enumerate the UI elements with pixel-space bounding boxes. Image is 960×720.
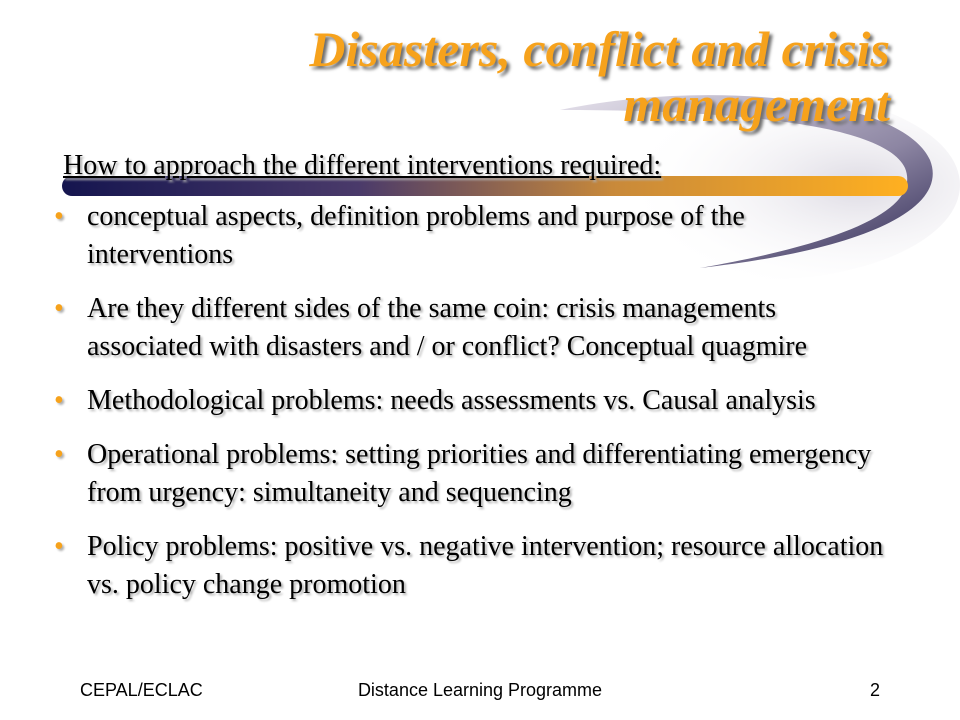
bullet-list: [54, 198, 884, 620]
bullet-icon: •: [54, 201, 64, 232]
bullet-item: [54, 528, 884, 604]
title-line-2: management: [623, 76, 890, 132]
bullet-item: [54, 290, 884, 366]
bullet-text: conceptual aspects, definition problems and purpose of the interventions: [87, 201, 745, 270]
subheading: How to approach the different interventions required:: [63, 150, 662, 181]
bullet-icon: •: [54, 293, 64, 324]
bullet-item: [54, 382, 884, 420]
bullet-text: Operational problems: setting priorities and differentiating emergency from urgency: simultaneity and sequencing: [87, 439, 872, 508]
bullet-text: Are they different sides of the same coin: crisis managements associated with disasters and / or conflict? Conceptual quagmire: [87, 293, 808, 362]
bullet-icon: •: [54, 439, 64, 470]
footer-organization: CEPAL/ECLAC: [80, 680, 203, 700]
footer-programme: Distance Learning Programme: [357, 680, 603, 700]
bullet-item: [54, 198, 884, 274]
title-line-1: Disasters, conflict and crisis: [309, 21, 890, 77]
bullet-item: [54, 436, 884, 512]
bullet-icon: •: [54, 531, 64, 562]
bullet-icon: •: [54, 385, 64, 416]
page-number: 2: [870, 680, 881, 700]
bullet-text: Methodological problems: needs assessments vs. Causal analysis: [87, 385, 816, 416]
bullet-text: Policy problems: positive vs. negative intervention; resource allocation vs. policy change promotion: [87, 531, 884, 600]
slide-title: [150, 22, 890, 132]
